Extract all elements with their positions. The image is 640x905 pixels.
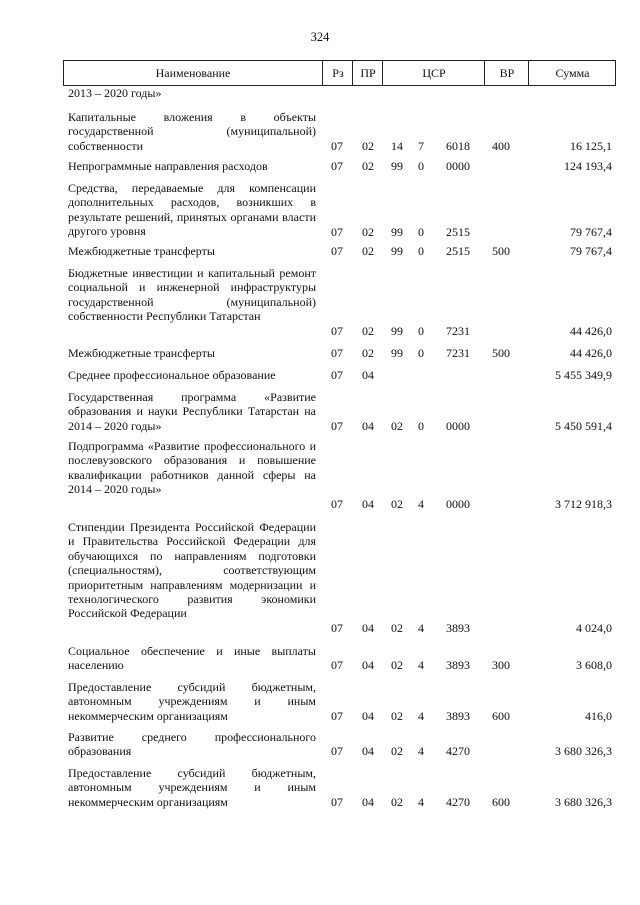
row-pr: 04: [362, 368, 374, 382]
row-rz: 07: [331, 795, 343, 809]
row-csr-2: 0: [418, 244, 424, 258]
row-csr-1: 02: [391, 795, 403, 809]
row-name: Бюджетные инвестиции и капитальный ремонт социальной и инженерной инфраструктуры государственной (муниципальной) собственности Республики Татарстан: [68, 266, 316, 324]
row-csr-1: 02: [391, 419, 403, 433]
row-csr-2: 0: [418, 324, 424, 338]
row-sum: 16 125,1: [570, 139, 612, 153]
row-name: Непрограммные направления расходов: [68, 159, 268, 173]
row-pr: 02: [362, 324, 374, 338]
row-vr: 300: [492, 658, 510, 672]
row-csr-3: 0000: [446, 419, 470, 433]
row-csr-3: 3893: [446, 621, 470, 635]
row-csr-2: 4: [418, 497, 424, 511]
row-csr-2: 0: [418, 419, 424, 433]
row-pr: 02: [362, 159, 374, 173]
row-rz: 07: [331, 225, 343, 239]
row-csr-3: 6018: [446, 139, 470, 153]
row-pr: 02: [362, 225, 374, 239]
row-csr-1: 02: [391, 621, 403, 635]
row-pr: 04: [362, 621, 374, 635]
header-sum: Сумма: [528, 61, 616, 85]
row-sum: 5 455 349,9: [555, 368, 612, 382]
row-csr-1: 02: [391, 709, 403, 723]
row-csr-1: 02: [391, 744, 403, 758]
row-name: Социальное обеспечение и иные выплаты населению: [68, 644, 316, 673]
row-name: Межбюджетные трансферты: [68, 244, 215, 258]
row-csr-3: 3893: [446, 709, 470, 723]
row-name: Среднее профессиональное образование: [68, 368, 276, 382]
continuation-text: 2013 – 2020 годы»: [68, 86, 162, 100]
row-rz: 07: [331, 368, 343, 382]
row-csr-1: 14: [391, 139, 403, 153]
row-csr-3: 3893: [446, 658, 470, 672]
row-pr: 02: [362, 139, 374, 153]
header-name: Наименование: [155, 66, 231, 80]
row-rz: 07: [331, 244, 343, 258]
row-name: Стипендии Президента Российской Федерации и Правительства Российской Федерации для обучающихся по направлениям подготовки (специальностям), соответствующим приоритетным направлениям модернизации и технологического развития экономики Российской Федерации: [68, 520, 316, 621]
row-csr-3: 2515: [446, 244, 470, 258]
row-csr-3: 2515: [446, 225, 470, 239]
row-pr: 02: [362, 244, 374, 258]
row-csr-1: 02: [391, 658, 403, 672]
row-sum: 124 193,4: [564, 159, 612, 173]
row-csr-2: 7: [418, 139, 424, 153]
row-csr-1: 99: [391, 225, 403, 239]
row-csr-2: 0: [418, 159, 424, 173]
row-sum: 416,0: [585, 709, 612, 723]
header-pr: ПР: [352, 61, 383, 85]
row-sum: 79 767,4: [570, 244, 612, 258]
row-name: Государственная программа «Развитие образования и науки Республики Татарстан на 2014 – 2020 годы»: [68, 390, 316, 433]
row-vr: 600: [492, 795, 510, 809]
row-csr-2: 4: [418, 744, 424, 758]
row-csr-3: 7231: [446, 324, 470, 338]
row-rz: 07: [331, 346, 343, 360]
row-sum: 3 680 326,3: [555, 795, 612, 809]
row-rz: 07: [331, 159, 343, 173]
row-rz: 07: [331, 709, 343, 723]
row-pr: 02: [362, 346, 374, 360]
row-csr-3: 0000: [446, 497, 470, 511]
row-csr-2: 0: [418, 346, 424, 360]
row-csr-2: 4: [418, 795, 424, 809]
row-pr: 04: [362, 709, 374, 723]
header-rz: Рз: [322, 61, 353, 85]
row-rz: 07: [331, 419, 343, 433]
header-vr: ВР: [484, 61, 529, 85]
row-pr: 04: [362, 795, 374, 809]
row-csr-1: 99: [391, 244, 403, 258]
row-csr-2: 0: [418, 225, 424, 239]
row-vr: 500: [492, 346, 510, 360]
row-pr: 04: [362, 744, 374, 758]
row-csr-1: 02: [391, 497, 403, 511]
row-sum: 5 450 591,4: [555, 419, 612, 433]
row-rz: 07: [331, 744, 343, 758]
row-csr-3: 4270: [446, 744, 470, 758]
row-rz: 07: [331, 658, 343, 672]
row-sum: 3 712 918,3: [555, 497, 612, 511]
row-csr-3: 4270: [446, 795, 470, 809]
row-name: Средства, передаваемые для компенсации дополнительных расходов, возникших в результате решений, принятых органами власти другого уровня: [68, 181, 316, 239]
table-header: [63, 60, 616, 86]
row-sum: 4 024,0: [576, 621, 612, 635]
row-rz: 07: [331, 621, 343, 635]
row-csr-3: 7231: [446, 346, 470, 360]
row-sum: 3 680 326,3: [555, 744, 612, 758]
row-csr-3: 0000: [446, 159, 470, 173]
row-name: Предоставление субсидий бюджетным, автономным учреждениям и иным некоммерческим организациям: [68, 680, 316, 723]
row-csr-1: 99: [391, 159, 403, 173]
row-pr: 04: [362, 658, 374, 672]
row-csr-1: 99: [391, 346, 403, 360]
row-sum: 3 608,0: [576, 658, 612, 672]
row-sum: 79 767,4: [570, 225, 612, 239]
row-vr: 400: [492, 139, 510, 153]
row-csr-2: 4: [418, 621, 424, 635]
row-csr-2: 4: [418, 709, 424, 723]
row-sum: 44 426,0: [570, 346, 612, 360]
header-csr: ЦСР: [382, 61, 485, 85]
row-sum: 44 426,0: [570, 324, 612, 338]
row-name: Межбюджетные трансферты: [68, 346, 215, 360]
row-name: Подпрограмма «Развитие профессионального и послевузовского образования и повышение квалификации работников данной сферы на 2014 – 2020 годы»: [68, 439, 316, 497]
row-name: Предоставление субсидий бюджетным, автономным учреждениям и иным некоммерческим организациям: [68, 766, 316, 809]
row-pr: 04: [362, 497, 374, 511]
row-rz: 07: [331, 497, 343, 511]
row-vr: 500: [492, 244, 510, 258]
page-number: 324: [310, 30, 330, 44]
row-rz: 07: [331, 324, 343, 338]
row-rz: 07: [331, 139, 343, 153]
row-name: Развитие среднего профессионального образования: [68, 730, 316, 759]
row-csr-2: 4: [418, 658, 424, 672]
row-name: Капитальные вложения в объекты государственной (муниципальной) собственности: [68, 110, 316, 153]
row-csr-1: 99: [391, 324, 403, 338]
row-pr: 04: [362, 419, 374, 433]
row-vr: 600: [492, 709, 510, 723]
